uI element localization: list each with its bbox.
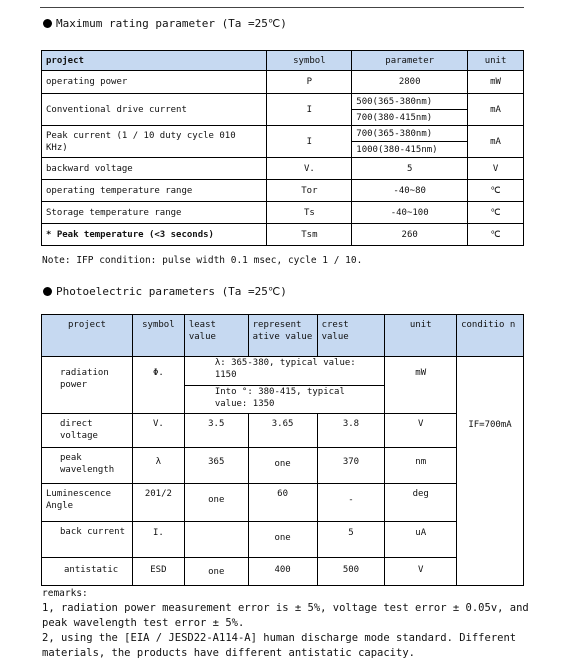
cell-symbol: Tsm [267, 224, 352, 246]
cell-parameter: -40~80 [352, 180, 468, 202]
table-row [42, 414, 524, 448]
cell-unit: mA [468, 94, 524, 126]
table-header-row [42, 51, 524, 71]
cell-typical: 3.65 [248, 414, 317, 448]
cell-parameter: 500(365-380nm) [352, 94, 468, 110]
cell-symbol: Φ. [132, 357, 184, 414]
cell-symbol: I [267, 94, 352, 126]
cell-least: 365 [184, 448, 248, 484]
cell-symbol: V. [132, 414, 184, 448]
cell-typical: 400 [248, 558, 317, 586]
header-project: project [42, 51, 267, 71]
header-unit: unit [385, 315, 457, 357]
radiation-subtable [185, 357, 385, 413]
section1-title: Maximum rating parameter (Ta =25℃) [56, 17, 287, 30]
cell-parameter: 5 [352, 158, 468, 180]
cell-symbol: I. [132, 522, 184, 558]
cell-least [184, 522, 248, 558]
cell-unit: nm [385, 448, 457, 484]
header-project: project [42, 315, 133, 357]
cell-project: direct voltage [42, 414, 133, 448]
header-symbol: symbol [132, 315, 184, 357]
radiation-values-cell [184, 357, 385, 414]
radiation-line1: λ: 365-380, typical value: 1150 [185, 357, 385, 385]
max-rating-table [41, 50, 524, 246]
table-row [42, 202, 524, 224]
section1-heading [43, 17, 287, 30]
cell-parameter: 1000(380-415nm) [352, 142, 468, 158]
section2-heading [43, 285, 287, 298]
cell-crest: 500 [317, 558, 385, 586]
cell-typical: one [248, 448, 317, 484]
cell-project: operating power [42, 71, 267, 94]
cell-crest: 3.8 [317, 414, 385, 448]
cell-project: backward voltage [42, 158, 267, 180]
cell-symbol: I [267, 126, 352, 158]
cell-project: peak wavelength [42, 448, 133, 484]
header-crest: crest value [317, 315, 385, 357]
cell-symbol: P [267, 71, 352, 94]
header-symbol: symbol [267, 51, 352, 71]
cell-unit: V [385, 414, 457, 448]
cell-project: Conventional drive current [42, 94, 267, 126]
cell-unit: uA [385, 522, 457, 558]
cell-unit: ℃ [468, 224, 524, 246]
cell-project: Luminescence Angle [42, 484, 133, 522]
cell-parameter: 2800 [352, 71, 468, 94]
table-row [42, 448, 524, 484]
sub-row [185, 385, 385, 413]
header-least: least value [184, 315, 248, 357]
table-header-row [42, 315, 524, 357]
section2-title: Photoelectric parameters (Ta =25℃) [56, 285, 287, 298]
cell-project: antistatic [42, 558, 133, 586]
table-row [42, 224, 524, 246]
table-row [42, 94, 524, 110]
header-unit: unit [468, 51, 524, 71]
cell-unit: deg [385, 484, 457, 522]
bullet-icon [43, 19, 52, 28]
cell-unit: V [468, 158, 524, 180]
header-parameter: parameter [352, 51, 468, 71]
cell-unit: mW [385, 357, 457, 414]
table-row [42, 357, 524, 414]
remark-1 [42, 601, 529, 631]
photoelectric-table [41, 314, 524, 586]
cell-crest: - [317, 484, 385, 522]
remark-2-line-b: materials, the products have different antistatic capacity. [42, 647, 415, 659]
table-note: Note: IFP condition: pulse width 0.1 msec, cycle 1 / 10. [42, 255, 363, 266]
remark-1-line-b: peak wavelength test error ± 5%. [42, 617, 245, 629]
cell-symbol: 201/2 [132, 484, 184, 522]
cell-project: Storage temperature range [42, 202, 267, 224]
top-rule [40, 7, 524, 8]
cell-unit: V [385, 558, 457, 586]
table-row [42, 558, 524, 586]
bullet-icon [43, 287, 52, 296]
cell-symbol: Ts [267, 202, 352, 224]
cell-symbol: λ [132, 448, 184, 484]
cell-project: back current [42, 522, 133, 558]
cell-project: Peak current (1 / 10 duty cycle 010 KHz) [42, 126, 267, 158]
cell-typical: one [248, 522, 317, 558]
cell-unit: mW [468, 71, 524, 94]
table-row [42, 71, 524, 94]
cell-least: 3.5 [184, 414, 248, 448]
radiation-line2: Into °: 380-415, typical value: 1350 [214, 386, 345, 409]
cell-project: * Peak temperature (<3 seconds) [42, 224, 267, 246]
table-row [42, 158, 524, 180]
cell-parameter: 700(380-415nm) [352, 110, 468, 126]
table-row [42, 126, 524, 142]
table-row [42, 522, 524, 558]
cell-least: one [184, 484, 248, 522]
cell-project: radiation power [42, 357, 133, 414]
cell-least: one [184, 558, 248, 586]
cell-unit: ℃ [468, 180, 524, 202]
header-typical: represent ative value [248, 315, 317, 357]
cell-parameter: 700(365-380nm) [352, 126, 468, 142]
cell-parameter: -40~100 [352, 202, 468, 224]
cell-project: operating temperature range [42, 180, 267, 202]
cell-symbol: ESD [132, 558, 184, 586]
table-row [42, 180, 524, 202]
cell-unit: ℃ [468, 202, 524, 224]
remarks-label: remarks: [42, 588, 88, 599]
remark-2 [42, 631, 516, 661]
header-condition: conditio n [457, 315, 524, 357]
cell-parameter: 260 [352, 224, 468, 246]
cell-typical: 60 [248, 484, 317, 522]
cell-condition: IF=700mA [457, 357, 524, 586]
remark-1-line-a: 1, radiation power measurement error is ± 5%, voltage test error ± 0.05v, and [42, 602, 529, 614]
cell-crest: 370 [317, 448, 385, 484]
cell-unit: mA [468, 126, 524, 158]
remark-2-line-a: 2, using the [EIA / JESD22-A114-A] human discharge mode standard. Different [42, 632, 517, 644]
table-row [42, 484, 524, 522]
cell-symbol: Tor [267, 180, 352, 202]
cell-symbol: V. [267, 158, 352, 180]
sub-row [185, 357, 385, 385]
cell-crest: 5 [317, 522, 385, 558]
